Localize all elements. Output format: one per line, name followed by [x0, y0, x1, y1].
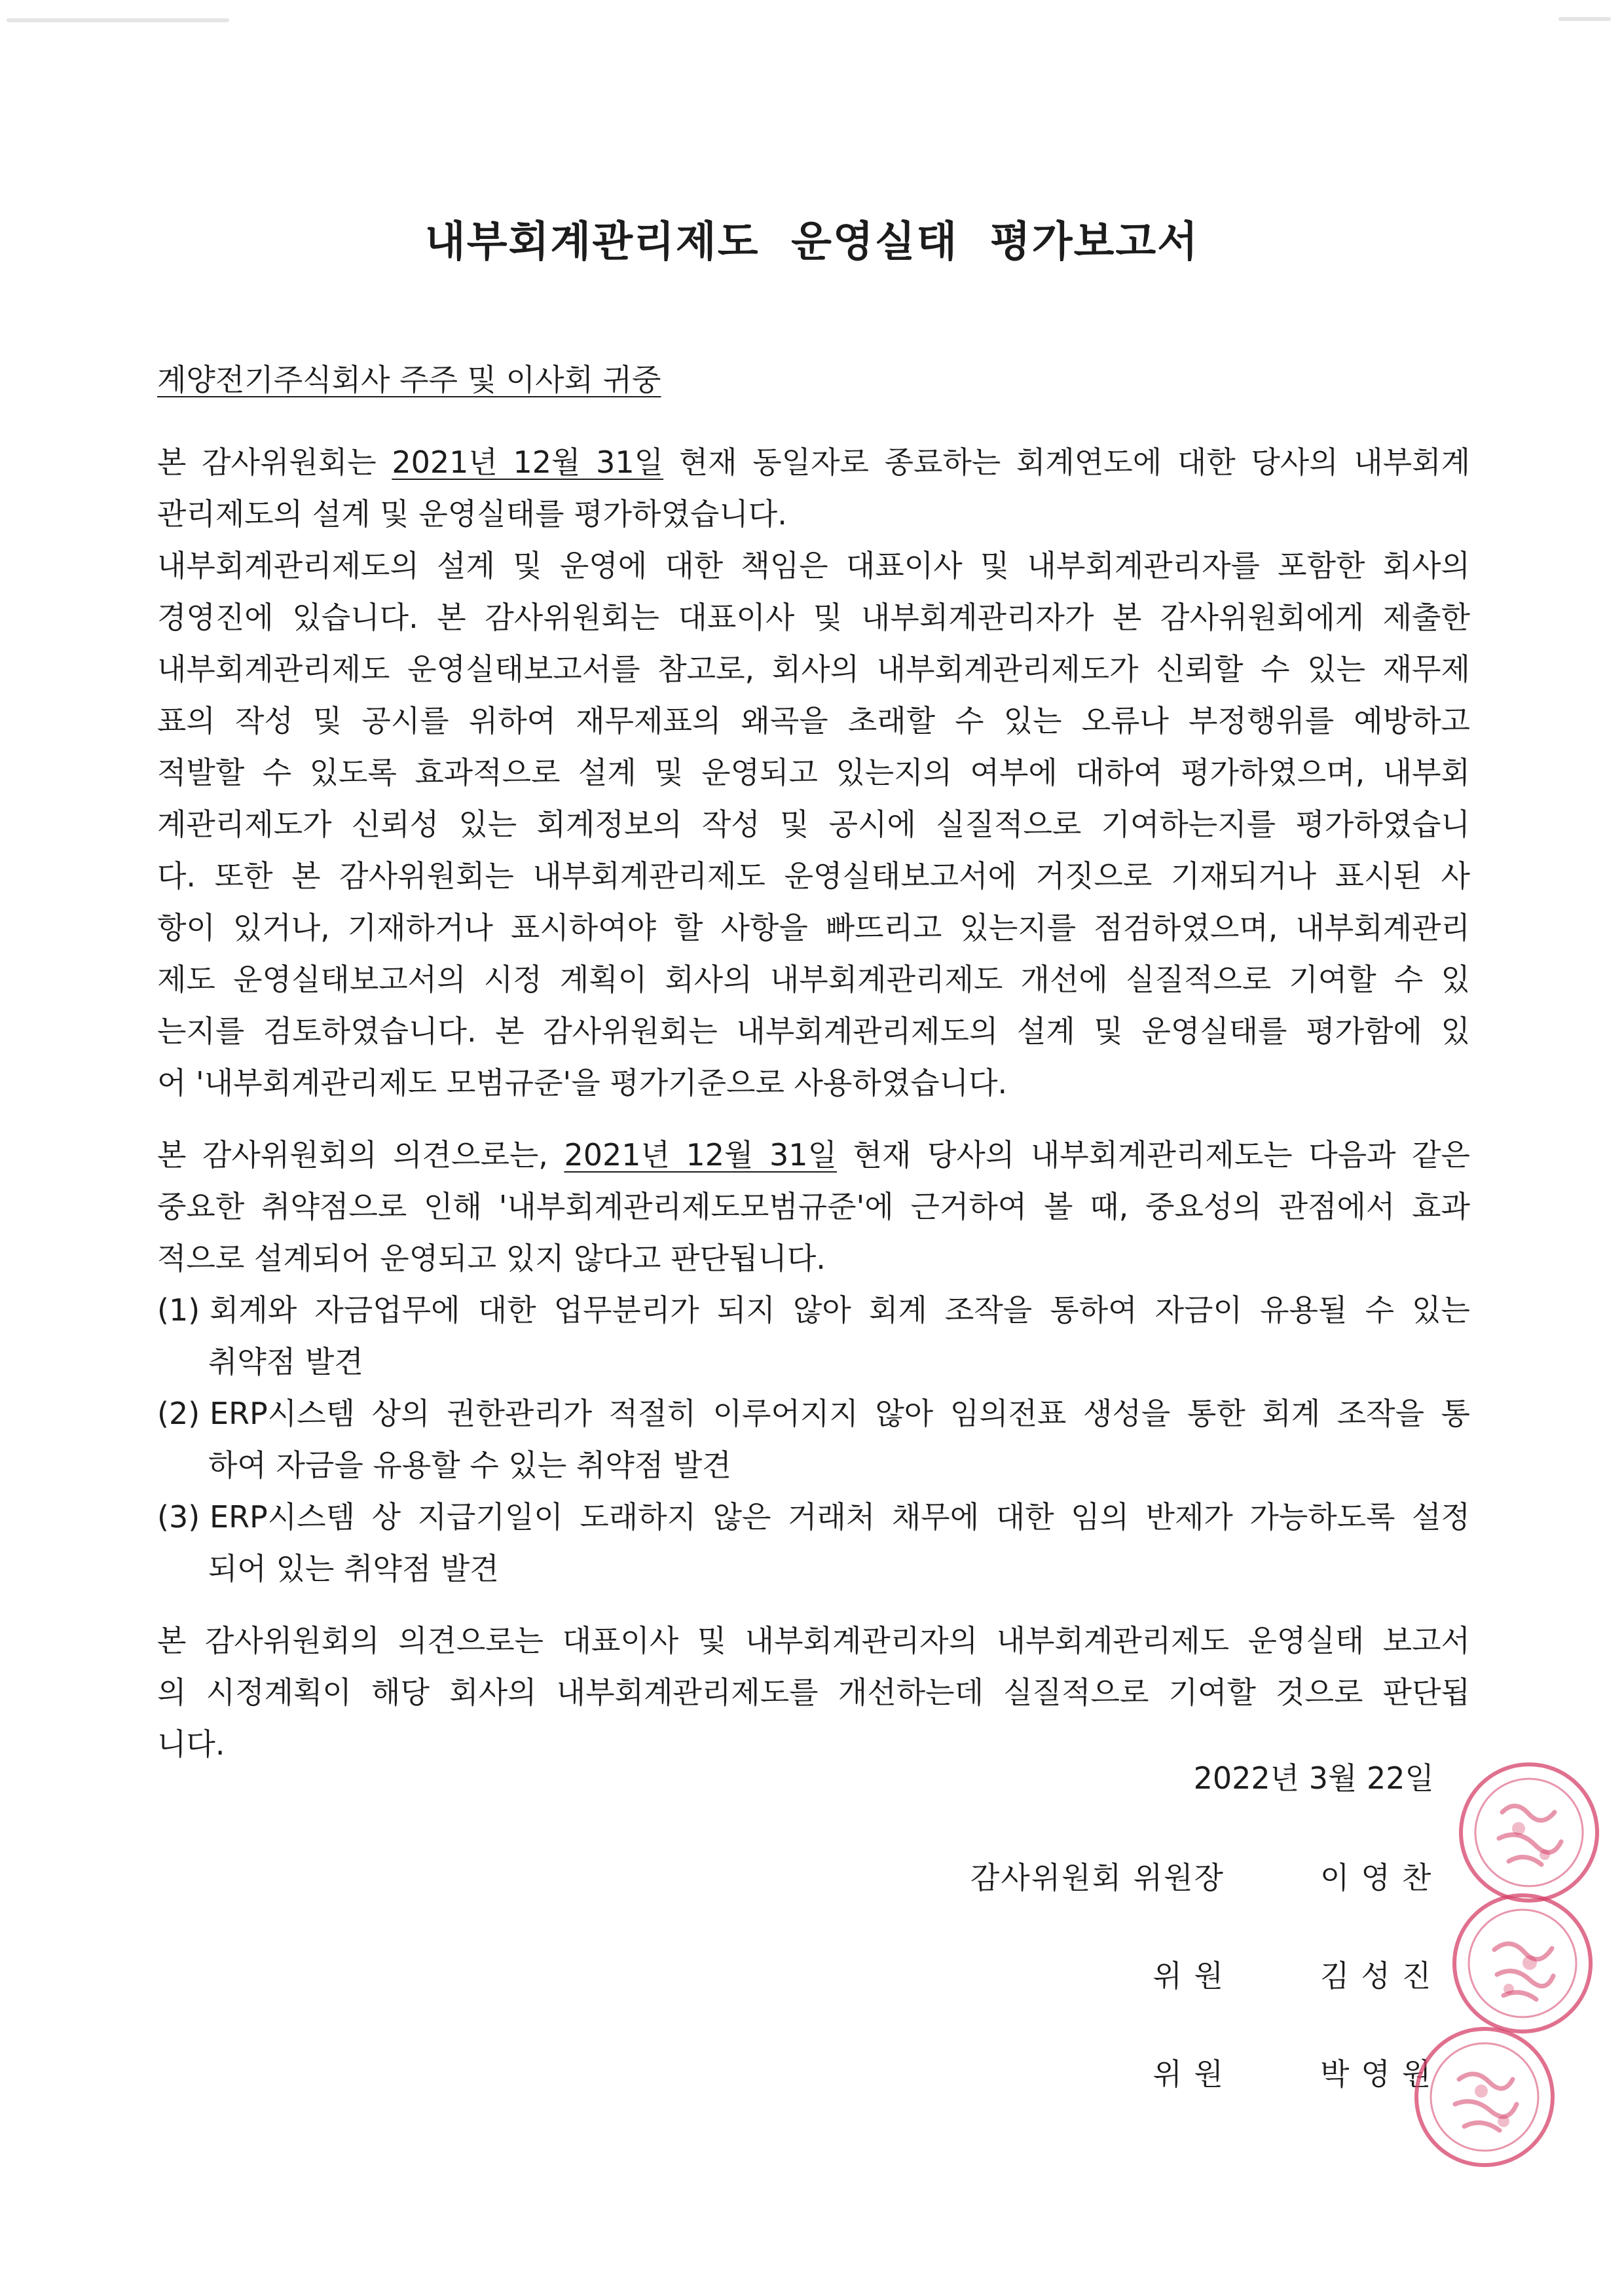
- item-number: (1): [157, 1292, 200, 1328]
- scan-artifact: [1559, 17, 1611, 21]
- para1-line1: 본 감사위원회는 2021년 12월 31일 현재 동일자로 종료하는 회계연도에 대한 당사의 내부회계: [157, 445, 1471, 480]
- weakness-item-2-cont: 하여 자금을 유용할 수 있는 취약점 발견: [208, 1448, 731, 1483]
- para3-line3: 적으로 설계되어 운영되고 있지 않다고 판단됩니다.: [157, 1241, 826, 1276]
- weakness-item-3: (3) ERP시스템 상 지급기일이 도래하지 않은 거래처 채무에 대한 임의 반제가 가능하도록 설정: [157, 1497, 1470, 1537]
- weakness-item-1: (1) 회계와 자금업무에 대한 업무분리가 되지 않아 회계 조작을 통하여 자금이 유용될 수 있는: [157, 1290, 1470, 1330]
- signatory-name: 박영원: [1320, 2056, 1443, 2092]
- signatory-role: 감사위원회 위원장: [970, 1860, 1225, 1895]
- scan-artifact: [7, 18, 229, 22]
- weakness-item-3-cont: 되어 있는 취약점 발견: [208, 1551, 499, 1586]
- seal-stamp-icon: [1459, 1762, 1599, 1903]
- weakness-item-2: (2) ERP시스템 상의 권한관리가 적절히 이루어지지 않아 임의전표 생성을 통한 회계 조작을 통: [157, 1394, 1470, 1433]
- para2-line: 어 '내부회계관리제도 모범규준'을 평가기준으로 사용하였습니다.: [157, 1065, 1008, 1101]
- para2-line: 제도 운영실태보고서의 시정 계획이 회사의 내부회계관리제도 개선에 실질적으로 기여할 수 있: [157, 962, 1470, 997]
- para2-line: 다. 또한 본 감사위원회는 내부회계관리제도 운영실태보고서에 거짓으로 기재되거나 표시된 사: [157, 858, 1470, 894]
- addressee: 계양전기주식회사 주주 및 이사회 귀중: [157, 362, 661, 397]
- signatory-role: 위 원: [1153, 2056, 1225, 2092]
- para2-line: 경영진에 있습니다. 본 감사위원회는 대표이사 및 내부회계관리자가 본 감사위원회에게 제출한: [157, 600, 1470, 635]
- para2-line: 내부회계관리제도 운영실태보고서를 참고로, 회사의 내부회계관리제도가 신뢰할 수 있는 재무제: [157, 651, 1470, 687]
- report-date: 2022년 3월 22일: [1193, 1760, 1434, 1796]
- para3-line1: 본 감사위원회의 의견으로는, 2021년 12월 31일 현재 당사의 내부회계관리제도는 다음과 같은: [157, 1137, 1470, 1173]
- para2-line: 적발할 수 있도록 효과적으로 설계 및 운영되고 있는지의 여부에 대하여 평가하였으며, 내부회: [157, 755, 1470, 790]
- reporting-date: 2021년 12월 31일: [564, 1137, 838, 1173]
- para4-line: 본 감사위원회의 의견으로는 대표이사 및 내부회계관리자의 내부회계관리제도 운영실태 보고서: [157, 1623, 1470, 1658]
- para1-line2: 관리제도의 설계 및 운영실태를 평가하였습니다.: [157, 496, 787, 532]
- para2-line: 표의 작성 및 공시를 위하여 재무제표의 왜곡을 초래할 수 있는 오류나 부정행위를 예방하고: [157, 703, 1470, 738]
- signatory-name: 이영찬: [1320, 1860, 1443, 1895]
- document-title: 내부회계관리제도 운영실태 평가보고서: [424, 218, 1200, 266]
- item-number: (3): [157, 1499, 200, 1535]
- signatory-name: 김성진: [1320, 1958, 1443, 1994]
- seal-stamp-icon: [1414, 2027, 1555, 2167]
- seal-stamp-icon: [1452, 1893, 1593, 2033]
- reporting-date: 2021년 12월 31일: [392, 445, 664, 480]
- para2-line: 항이 있거나, 기재하거나 표시하여야 할 사항을 빠뜨리고 있는지를 점검하였으며, 내부회계관리: [157, 910, 1470, 945]
- para2-line: 계관리제도가 신뢰성 있는 회계정보의 작성 및 공시에 실질적으로 기여하는지를 평가하였습니: [157, 807, 1470, 842]
- para4-line: 니다.: [157, 1726, 225, 1762]
- item-number: (2): [157, 1396, 200, 1431]
- para3-line2: 중요한 취약점으로 인해 '내부회계관리제도모범규준'에 근거하여 볼 때, 중요성의 관점에서 효과: [157, 1189, 1470, 1224]
- weakness-item-1-cont: 취약점 발견: [208, 1344, 363, 1379]
- para2-line: 내부회계관리제도의 설계 및 운영에 대한 책임은 대표이사 및 내부회계관리자를 포함한 회사의: [157, 548, 1470, 583]
- para4-line: 의 시정계획이 해당 회사의 내부회계관리제도를 개선하는데 실질적으로 기여할 것으로 판단됩: [157, 1675, 1470, 1710]
- signatory-role: 위 원: [1153, 1958, 1225, 1994]
- para2-line: 는지를 검토하였습니다. 본 감사위원회는 내부회계관리제도의 설계 및 운영실태를 평가함에 있: [157, 1013, 1470, 1049]
